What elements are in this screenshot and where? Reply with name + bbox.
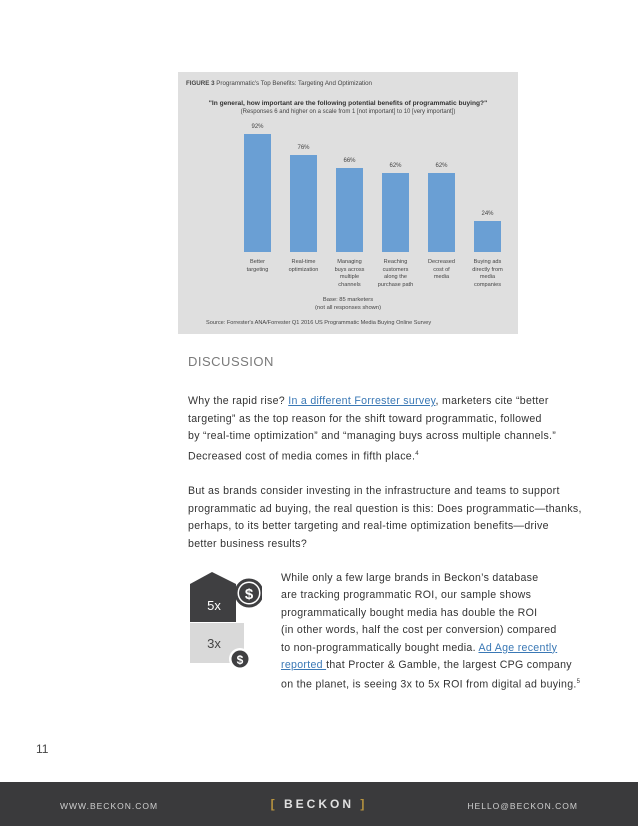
- ad-age-link-part-1[interactable]: Ad Age recently: [478, 641, 558, 654]
- chart-category-label: [236, 259, 280, 274]
- chart-data-label: 66%: [343, 157, 356, 164]
- chart-data-label: 92%: [251, 124, 264, 131]
- chart-bar: [474, 221, 501, 252]
- p2-line-3: perhaps, to its better targeting and real-time optimization benefits—drive: [188, 520, 549, 532]
- roi-line-1: While only a few large brands in Beckon’s database: [281, 572, 539, 584]
- figure-caption: [186, 80, 372, 87]
- base-line-2: (not all responses shown): [314, 305, 382, 311]
- discussion-paragraph-1: [188, 393, 608, 466]
- small-dollar-symbol: $: [236, 653, 244, 667]
- roi-line-2: are tracking programmatic ROI, our sample shows: [281, 589, 532, 602]
- footer-website-link[interactable]: WWW.BECKON.COM: [60, 801, 159, 811]
- roi-line-7: on the planet, is seeing 3x to 5x ROI from digital ad buying.: [281, 678, 577, 691]
- chart-category-label-line: Managing: [337, 259, 362, 265]
- chart-category-label-line: buys across: [334, 266, 365, 273]
- chart-category-label-line: multiple: [339, 274, 360, 280]
- chart-category-label-line: Better: [250, 259, 265, 265]
- figure-caption-text: Programmatic's Top Benefits: Targeting And Optimization: [216, 80, 372, 87]
- figure-chart: [178, 72, 518, 334]
- chart-category-label-line: Reaching: [383, 259, 408, 265]
- p1-text: , marketers cite “better: [435, 395, 549, 407]
- chart-bar: [428, 173, 455, 252]
- chart-data-label: 62%: [389, 162, 402, 169]
- figure-source: Source: Forrester's ANA/Forrester Q1 2016 US Programmatic Media Buying Online Survey: [206, 320, 432, 326]
- figure-base-note: [178, 296, 518, 312]
- roi-5x-label: 5x: [207, 598, 221, 613]
- roi-line-5: to non-programmatically bought media.: [281, 641, 479, 654]
- figure-question-sub: (Responses 6 and higher on a scale from 1 [not important] to 10 [very important]): [240, 109, 456, 115]
- chart-category-label: [466, 259, 510, 289]
- chart-category-label-line: along the: [383, 274, 408, 280]
- chart-category-label: [420, 259, 464, 282]
- chart-bar: [336, 168, 363, 252]
- chart-category-label-line: Real-time: [291, 259, 316, 265]
- logo-text: BECKON: [283, 797, 354, 811]
- chart-category-label-line: cost of: [433, 266, 450, 273]
- base-line-1: Base: 85 marketers: [322, 297, 374, 303]
- chart-data-label: 62%: [435, 162, 448, 169]
- figure-caption-label: FIGURE 3: [186, 80, 215, 87]
- chart-category-label-line: optimization: [288, 266, 319, 273]
- chart-category-label-line: companies: [473, 281, 502, 288]
- roi-line-3: programmatically bought media has double the ROI: [281, 606, 538, 619]
- p2-line-1: But as brands consider investing in the infrastructure and teams to support: [188, 485, 560, 497]
- logo-bracket-left: [: [270, 797, 278, 811]
- chart-category-label-line: directly from: [472, 266, 503, 273]
- footnote-5: 5: [576, 679, 581, 686]
- forrester-survey-link[interactable]: In a different Forrester survey: [288, 395, 436, 407]
- chart-category-label: [282, 259, 326, 274]
- chart-category-label-line: media: [433, 274, 450, 280]
- chart-category-label-line: purchase path: [377, 281, 414, 288]
- discussion-paragraph-2: [188, 483, 608, 553]
- p1-text: Why the rapid rise?: [188, 395, 289, 407]
- chart-data-label: 76%: [297, 144, 310, 151]
- footer-bar: [0, 782, 638, 826]
- roi-line-4: (in other words, half the cost per conversion) compared: [281, 624, 557, 637]
- footer-email-link[interactable]: HELLO@BECKON.COM: [467, 801, 578, 811]
- chart-bar: [244, 134, 271, 252]
- chart-category-label-line: customers: [382, 266, 409, 273]
- roi-3x-label: 3x: [207, 636, 221, 651]
- ad-age-link-part-2[interactable]: reported: [281, 659, 327, 672]
- p1-line-4: Decreased cost of media comes in fifth place.: [188, 450, 416, 463]
- discussion-heading: DISCUSSION: [188, 354, 274, 369]
- chart-data-label: 24%: [481, 211, 494, 218]
- roi-line-6: that Procter & Gamble, the largest CPG company: [326, 659, 572, 672]
- chart-category-label-line: targeting: [246, 266, 269, 273]
- chart-category-label: [328, 259, 372, 289]
- figure-question: "In general, how important are the following potential benefits of programmatic buying?": [208, 100, 488, 107]
- chart-category-label-line: channels: [338, 281, 361, 288]
- large-dollar-symbol: $: [244, 586, 254, 603]
- page-number: 11: [36, 742, 49, 756]
- chart-bar: [290, 155, 317, 252]
- chart-category-label-line: Decreased: [427, 259, 456, 265]
- logo-bracket-right: ]: [360, 797, 368, 811]
- roi-5x-house-shape: [190, 572, 236, 622]
- footnote-4: 4: [415, 450, 419, 457]
- roi-comparison-graphic: [190, 572, 262, 672]
- chart-category-label-line: Buying ads: [473, 259, 502, 265]
- p2-line-4: better business results?: [188, 537, 308, 550]
- chart-category-label-line: media: [479, 274, 496, 280]
- chart-bar: [382, 173, 409, 252]
- chart-category-label: [374, 259, 418, 289]
- p1-line-2: targeting” as the top reason for the shift toward programmatic, followed: [188, 412, 542, 425]
- p2-line-2: programmatic ad buying, the real question is this: Does programmatic—thanks,: [188, 502, 582, 515]
- p1-line-3: by “real-time optimization” and “managing buys across multiple channels.”: [188, 430, 557, 442]
- roi-paragraph: [281, 570, 611, 694]
